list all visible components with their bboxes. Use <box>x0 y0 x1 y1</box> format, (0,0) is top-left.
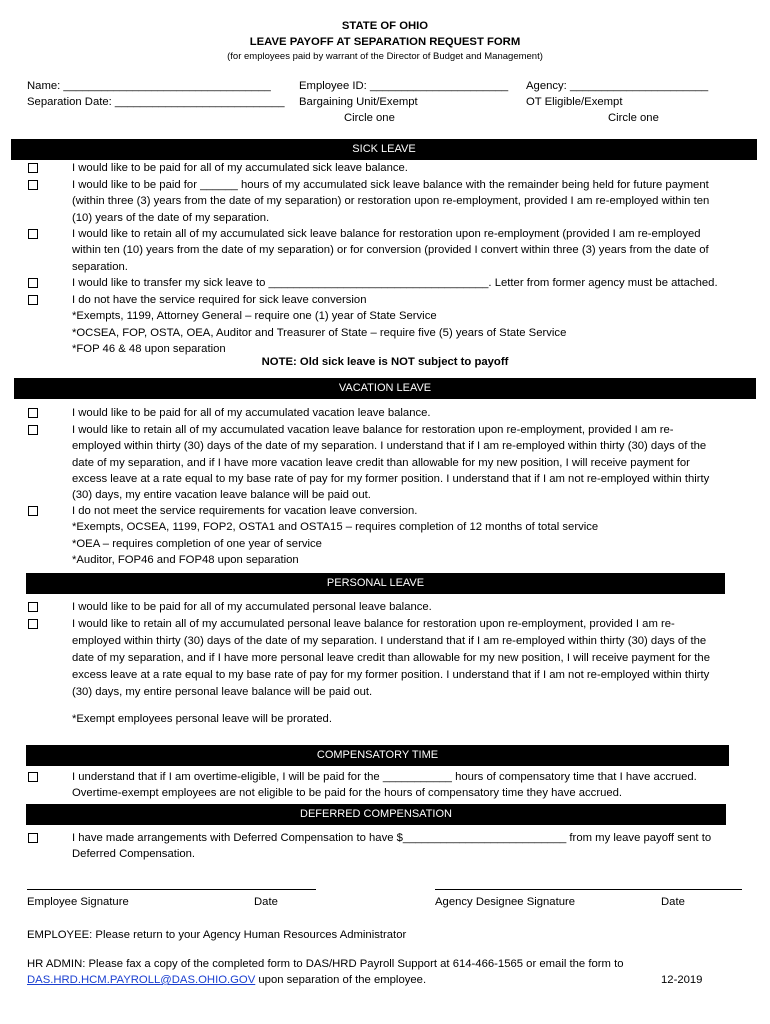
sick-option-2-checkbox[interactable] <box>28 180 38 190</box>
sick-leave-header: SICK LEAVE <box>11 139 757 160</box>
name-field[interactable]: Name: _________________________________ <box>27 80 271 92</box>
personal-option-1-text: I would like to be paid for all of my accumulated personal leave balance. <box>72 601 432 613</box>
personal-leave-note: *Exempt employees personal leave will be prorated. <box>72 713 332 725</box>
email-suffix-text: upon separation of the employee. <box>255 974 427 986</box>
separation-date-field[interactable]: Separation Date: ___________________________ <box>27 96 285 108</box>
hr-admin-instruction: HR ADMIN: Please fax a copy of the completed form to DAS/HRD Payroll Support at 614-466-1565 or email the form to <box>27 958 624 970</box>
compensatory-time-header: COMPENSATORY TIME <box>26 745 729 766</box>
ot-eligible-field[interactable]: OT Eligible/Exempt <box>526 96 623 108</box>
deferred-comp-text: I have made arrangements with Deferred Compensation to have $__________________________ from my leave payoff sent to Deferred Compensation. <box>72 832 712 861</box>
personal-leave-header: PERSONAL LEAVE <box>26 573 725 594</box>
employee-instruction: EMPLOYEE: Please return to your Agency Human Resources Administrator <box>27 929 407 941</box>
deferred-comp-checkbox[interactable] <box>28 833 38 843</box>
form-state-title: STATE OF OHIO <box>341 20 429 32</box>
vacation-option-3-text: I do not meet the service requirements for vacation leave conversion. *Exempts, OCSEA, 1199, FOP2, OSTA1 and OSTA15 – requires completion of 12 months of total service *OEA – requires completion of one year of service *Auditor, FOP46 and FOP48 upon separation <box>72 505 599 566</box>
personal-option-2-text: I would like to retain all of my accumulated personal leave balance for restoration upon re-employment, provided I am re- employed within thirty (30) days of the date of my separation. I understand that if I am re-employed within thirty (30) days of the date of my separation, and if I have more personal leave credit than allowable for my new position, I will receive payment for the excess leave at a rate equal to my base rate of pay for my former position. I understand that if I am not re-employed within thirty (30) days, my entire personal leave balance will be paid out. <box>72 618 710 698</box>
agency-field[interactable]: Agency: ______________________ <box>526 80 709 92</box>
comp-time-checkbox[interactable] <box>28 772 38 782</box>
employee-date-label: Date <box>254 896 278 908</box>
bargaining-unit-field[interactable]: Bargaining Unit/Exempt <box>299 96 418 108</box>
sick-option-5-checkbox[interactable] <box>28 295 38 305</box>
circle-one-label: Circle one <box>344 112 395 124</box>
agency-date-label: Date <box>661 896 685 908</box>
sick-leave-note: NOTE: Old sick leave is NOT subject to payoff <box>261 356 509 368</box>
vacation-option-1-checkbox[interactable] <box>28 408 38 418</box>
agency-signature-line[interactable] <box>435 889 742 890</box>
vacation-option-3-checkbox[interactable] <box>28 506 38 516</box>
sick-option-3-checkbox[interactable] <box>28 229 38 239</box>
employee-signature-label: Employee Signature <box>27 896 129 908</box>
vacation-leave-header: VACATION LEAVE <box>14 378 756 399</box>
vacation-option-1-text: I would like to be paid for all of my accumulated vacation leave balance. <box>72 407 431 419</box>
form-subtitle: (for employees paid by warrant of the Director of Budget and Management) <box>227 51 543 62</box>
deferred-compensation-header: DEFERRED COMPENSATION <box>26 804 726 825</box>
personal-option-1-checkbox[interactable] <box>28 602 38 612</box>
form-version: 12-2019 <box>661 974 703 986</box>
sick-option-5-text: I do not have the service required for sick leave conversion *Exempts, 1199, Attorney General – require one (1) year of State Service *OCSEA, FOP, OSTA, OEA, Auditor and Treasurer of State – require five (5) years of State Service *FOP 46 & 48 upon separation <box>72 294 567 355</box>
sick-option-3-text: I would like to retain all of my accumulated sick leave balance for restoration upon re-employment (provided I am re-employed within ten (10) years from the date of my separation) or for conversion (provided I convert within three (3) years from the date of separation. <box>72 228 709 273</box>
vacation-option-2-checkbox[interactable] <box>28 425 38 435</box>
employee-id-field[interactable]: Employee ID: ______________________ <box>299 80 509 92</box>
form-title: LEAVE PAYOFF AT SEPARATION REQUEST FORM <box>249 36 521 48</box>
vacation-option-2-text: I would like to retain all of my accumulated vacation leave balance for restoration upon re-employment, provided I am re- employed within thirty (30) days of the date of my separation. I understand that if I am re-employed within thirty (30) days of the date of my separation, and if I have more vacation leave credit than allowable for my new position, I will receive payment for excess leave at a rate equal to my base rate of pay for my former position. I understand that if I am not re-employed within thirty (30) days, my entire vacation leave balance will be paid out. <box>72 424 710 502</box>
personal-option-2-checkbox[interactable] <box>28 619 38 629</box>
sick-option-4-text: I would like to transfer my sick leave to ___________________________________. Letter from former agency must be attached. <box>72 277 718 289</box>
comp-time-text: I understand that if I am overtime-eligible, I will be paid for the ___________ hours of compensatory time that I have accrued. Overtime-exempt employees are not eligible to be paid for the hours of compensatory time they have accrued. <box>72 771 697 800</box>
payroll-email-link[interactable]: DAS.HRD.HCM.PAYROLL@DAS.OHIO.GOV <box>27 974 256 986</box>
employee-signature-line[interactable] <box>27 889 316 890</box>
circle-one-label: Circle one <box>608 112 659 124</box>
sick-option-1-text: I would like to be paid for all of my accumulated sick leave balance. <box>72 162 408 174</box>
hr-admin-instruction-cont <box>27 974 426 986</box>
sick-option-2-text: I would like to be paid for ______ hours of my accumulated sick leave balance with the remainder being held for future payment (within three (3) years from the date of my separation) or restoration upon re-employment, provided I am re-employed within ten (10) years of the date of my separation. <box>72 179 710 224</box>
sick-option-4-checkbox[interactable] <box>28 278 38 288</box>
agency-signature-label: Agency Designee Signature <box>435 896 576 908</box>
sick-option-1-checkbox[interactable] <box>28 163 38 173</box>
